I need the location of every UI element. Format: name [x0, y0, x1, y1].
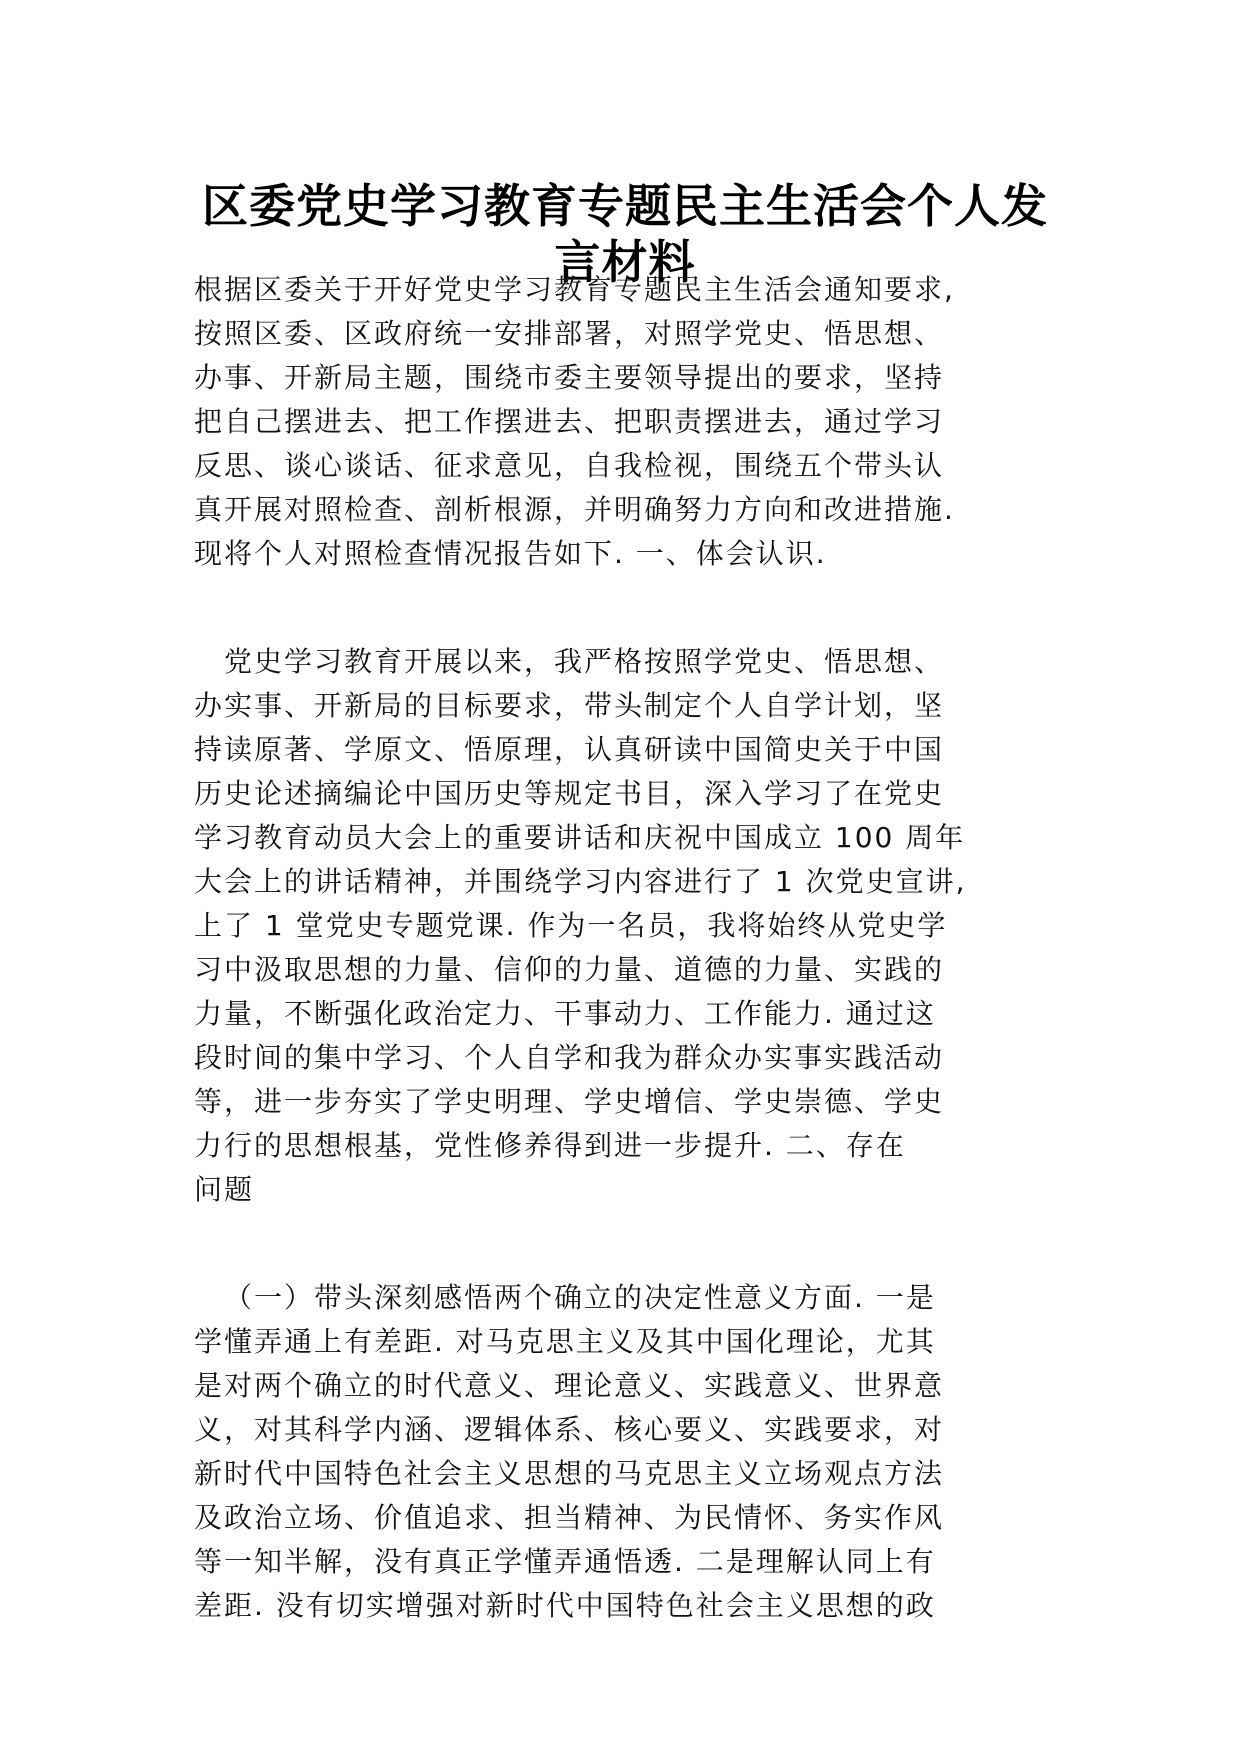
text-line: 问题 [194, 1173, 255, 1206]
title-line: 区委党史学习教育专题民主生活会个人发 [202, 179, 1048, 233]
text-line: 反思、谈心谈话、征求意见，自我检视，围绕五个带头认 [194, 449, 945, 482]
document-body [194, 268, 1040, 1628]
text-line: 等，进一步夯实了学史明理、学史增信、学史崇德、学史 [194, 1085, 945, 1118]
text-line: 习中汲取思想的力量、信仰的力量、道德的力量、实践的 [194, 953, 945, 986]
text-line: 义，对其科学内涵、逻辑体系、核心要义、实践要求，对 [194, 1413, 945, 1446]
paragraph-3 [194, 1276, 1040, 1628]
text-line: 大会上的讲话精神，并围绕学习内容进行了 1 次党史宣讲, [194, 865, 967, 898]
text-line: 持读原著、学原文、悟原理，认真研读中国简史关于中国 [194, 733, 945, 766]
paragraph-2 [194, 640, 1040, 1212]
text-line: 办实事、开新局的目标要求，带头制定个人自学计划，坚 [194, 689, 945, 722]
text-line: 学习教育动员大会上的重要讲话和庆祝中国成立 100 周年 [194, 821, 966, 854]
text-line: 力量，不断强化政治定力、干事动力、工作能力. 通过这 [194, 997, 936, 1030]
text-line: 学懂弄通上有差距. 对马克思主义及其中国化理论，尤其 [194, 1325, 936, 1358]
text-line: 把自己摆进去、把工作摆进去、把职责摆进去，通过学习 [194, 405, 945, 438]
paragraph-gap [194, 1212, 1040, 1276]
title-line: 言材料 [554, 235, 696, 289]
text-line: 党史学习教育开展以来，我严格按照学党史、悟思想、 [224, 645, 945, 678]
text-line: 力行的思想根基，党性修养得到进一步提升. 二、存在 [194, 1129, 906, 1162]
text-line: 按照区委、区政府统一安排部署，对照学党史、悟思想、 [194, 317, 945, 350]
text-line: 是对两个确立的时代意义、理论意义、实践意义、世界意 [194, 1369, 945, 1402]
text-line: 历史论述摘编论中国历史等规定书目，深入学习了在党史 [194, 777, 945, 810]
text-line: 办事、开新局主题，围绕市委主要领导提出的要求，坚持 [194, 361, 945, 394]
text-line: （一）带头深刻感悟两个确立的决定性意义方面. 一是 [224, 1281, 936, 1314]
text-line: 新时代中国特色社会主义思想的马克思主义立场观点方法 [194, 1457, 945, 1490]
text-line: 及政治立场、价值追求、担当精神、为民情怀、务实作风 [194, 1501, 945, 1534]
text-line: 现将个人对照检查情况报告如下. 一、体会认识. [194, 537, 827, 570]
text-line: 差距. 没有切实增强对新时代中国特色社会主义思想的政 [194, 1589, 936, 1622]
text-line: 段时间的集中学习、个人自学和我为群众办实事实践活动 [194, 1041, 945, 1074]
text-line: 根据区委关于开好党史学习教育专题民主生活会通知要求, [194, 273, 955, 306]
text-line: 真开展对照检查、剖析根源，并明确努力方向和改进措施. [194, 493, 955, 526]
paragraph-1 [194, 268, 1040, 576]
paragraph-gap [194, 576, 1040, 640]
text-line: 等一知半解，没有真正学懂弄通悟透. 二是理解认同上有 [194, 1545, 936, 1578]
text-line: 上了 1 堂党史专题党课. 作为一名员，我将始终从党史学 [194, 909, 948, 942]
